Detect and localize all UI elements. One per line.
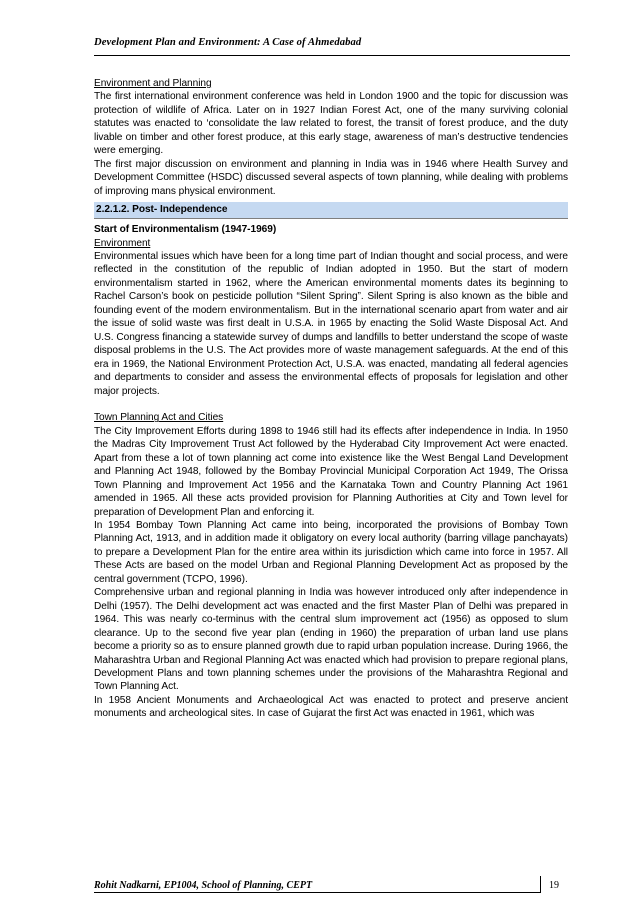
heading-environment: Environment xyxy=(94,237,151,249)
page-number: 19 xyxy=(549,880,559,891)
paragraph: Comprehensive urban and regional planning in India was however introduced only after independence in Delhi (1957). The Delhi development act was enacted and the first Master Plan of Delhi was prepared in 1964. This was nearly co-terminus with the central slum improvement act (1956) as opposed to slum clearance. Up to the second five year plan (ending in 1960) the preparation of urban land use plans become a priority so as to ensure planned growth due to rapid urban population increase. During 1966, the Maharashtra Urban and Regional Planning Act was enacted which had provision to prepare regional plans, Development Plans and town planning schemes under the provisions of the Maharashtra Regional and Town Planning Act. xyxy=(94,587,568,693)
footer-divider xyxy=(540,876,541,893)
page-content xyxy=(94,77,568,721)
subheading-start-of-environmentalism: Start of Environmentalism (1947-1969) xyxy=(94,224,277,236)
paragraph: The City Improvement Efforts during 1898 to 1946 still had its effects after independence in India. In 1950 the Madras City Improvement Trust Act followed by the Hyderabad City Improvement Act were enacted. Apart from these a lot of town planning act come into existence like the West Bengal Land Development and Planning Act 1948, followed by the Bombay Provincial Municipal Corporation Act 1949, The Orissa Town Planning and Improvement Act 1956 and the Karnataka Town and Country Planning Act 1961 amended in 1965. All these acts provided provision for Planning Authorities at City and Town level for preparation of Development Plan and enforcing it. xyxy=(94,425,568,518)
paragraph: In 1954 Bombay Town Planning Act came into being, incorporated the provisions of Bombay Town Planning Act, 1913, and in addition made it obligatory on every local authority (barring village panchayats) to prepare a Development Plan for the entire area within its jurisdiction which came into force in 1957. All These Acts are based on the model Urban and Regional Planning Development Act as proposed by the central government (TCPO, 1996). xyxy=(94,519,568,585)
footer-author: Rohit Nadkarni, EP1004, School of Planning, CEPT xyxy=(94,880,313,891)
paragraph: The first international environment conference was held in London 1900 and the topic for discussion was protection of wildlife of Africa. Later on in 1927 Indian Forest Act, one of the many surviving colonial statutes was enacted to ‘consolidate the law related to forest, the transit of forest produce, and the duty livable on timber and other forest produce, at this early stage, awareness of man’s destructive tendencies were emerging. xyxy=(94,91,568,157)
paragraph: In 1958 Ancient Monuments and Archaeological Act was enacted to protect and preserve ancient monuments and archeological sites. In case of Gujarat the first Act was enacted in 1961, which was xyxy=(94,694,568,720)
footer-rule xyxy=(94,892,540,893)
paragraph: Environmental issues which have been for a long time part of Indian thought and social process, and were reflected in the constitution of the republic of Indian adopted in 1950. But the start of modern environmentalism started in 1962, where the American environmental moments dates its beginning to Rachel Carson’s book on pesticide pollution “Silent Spring”. Silent Spring is also known as the bible and founding event of the modern environmentalism. But in the international scenario apart from water and air the issue of solid waste was first dealt in U.S.A. in 1965 by enacting the Solid Waste Disposal Act. And U.S. Congress financing a statewide survey of dumps and landfills to better understand the scope of waste disposal problems in the U.S. The Act provides more of waste management safeguards. At the end of this era in 1969, the National Environment Protection Act, U.S.A. was enacted, mandating all federal agencies and departments to consider and assess the environmental effects of proposals for legislation and other major projects. xyxy=(94,250,568,397)
heading-environment-and-planning: Environment and Planning xyxy=(94,78,212,89)
heading-town-planning: Town Planning Act and Cities xyxy=(94,412,224,424)
paragraph: The first major discussion on environment and planning in India was in 1946 where Health Survey and Development Committee (HSDC) discussed several aspects of town planning, while dealing with problems of improving mans physical environment. xyxy=(94,158,568,197)
section-heading-bar: 2.2.1.2. Post- Independence xyxy=(94,202,568,219)
running-header: Development Plan and Environment: A Case of Ahmedabad xyxy=(94,37,362,48)
paragraph-gap xyxy=(94,398,568,411)
header-rule xyxy=(94,55,570,56)
